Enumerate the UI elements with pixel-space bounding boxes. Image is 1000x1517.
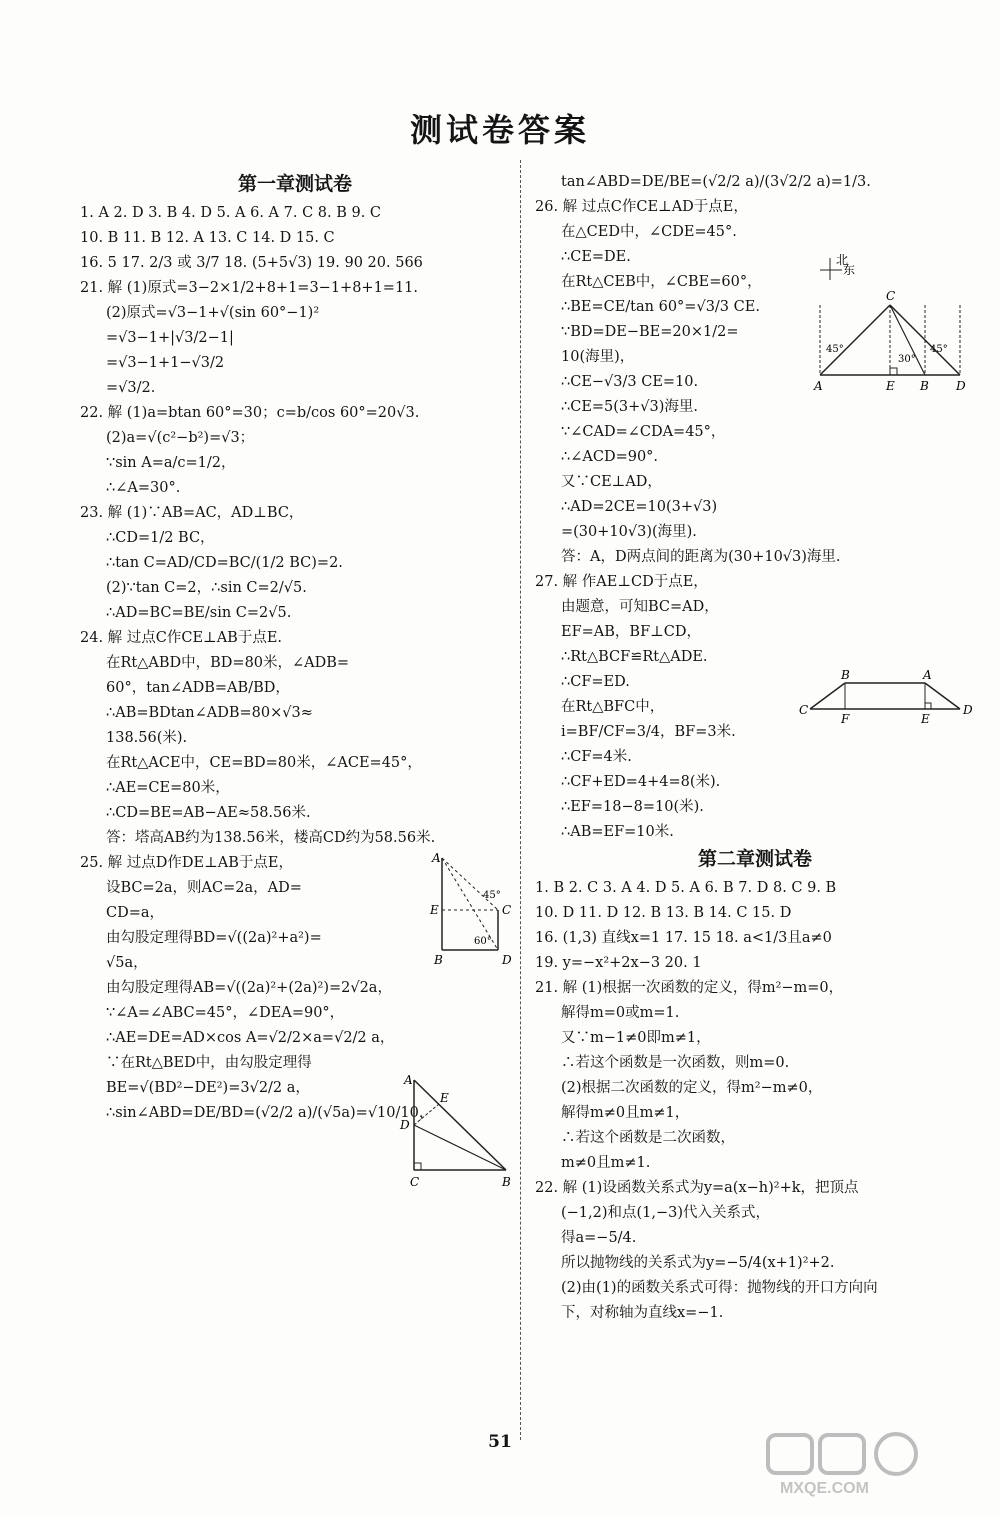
- column-divider: [520, 160, 521, 1440]
- answer-line: 10. D 11. D 12. B 13. B 14. C 15. D: [535, 905, 792, 921]
- answer-line: ∴AD=BC=BE/sin C=2√5.: [106, 605, 292, 621]
- answer-line: tan∠ABD=DE/BE=(√2/2 a)/(3√2/2 a)=1/3.: [561, 174, 871, 190]
- answer-line: EF=AB，BF⊥CD，: [561, 624, 701, 640]
- east-label: 东: [843, 263, 856, 277]
- answer-line: =√3/2.: [106, 380, 156, 396]
- answer-line: 解得m≠0且m≠1，: [561, 1105, 690, 1121]
- answer-line: 27. 解 作AE⊥CD于点E，: [535, 574, 708, 590]
- figure-26: [810, 250, 975, 395]
- label-C: C: [502, 903, 512, 917]
- answer-line: 22. 解 (1)设函数关系式为y=a(x−h)²+k，把顶点: [535, 1180, 859, 1196]
- answer-line: 得a=−5/4.: [561, 1230, 637, 1246]
- watermark-text: MXQE.COM: [780, 1480, 869, 1497]
- answer-line: 10. B 11. B 12. A 13. C 14. D 15. C: [80, 230, 335, 246]
- answer-line: ∴∠ACD=90°.: [561, 449, 659, 465]
- label-B: B: [434, 953, 443, 967]
- answer-line: ∴CF=ED.: [561, 674, 630, 690]
- label-A: A: [814, 379, 823, 393]
- label-E: E: [921, 712, 930, 725]
- answer-line: ∴CD=BE=AB−AE≈58.56米.: [106, 805, 311, 821]
- answer-line: ∴CF+ED=4+4=8(米).: [561, 774, 721, 790]
- label-D: D: [502, 953, 512, 967]
- answer-line: ∴∠A=30°.: [106, 480, 181, 496]
- answer-line: 23. 解 (1)∵AB=AC，AD⊥BC，: [80, 505, 304, 521]
- north-label: 北: [836, 253, 849, 267]
- label-D: D: [956, 379, 966, 393]
- answer-line: 在△CED中，∠CDE=45°.: [561, 224, 737, 240]
- angle-label: 45°: [930, 344, 948, 355]
- label-C: C: [886, 289, 896, 303]
- answer-line: ∵∠A=∠ABC=45°，∠DEA=90°，: [106, 1005, 345, 1021]
- answer-line: ∴AE=CE=80米，: [106, 780, 230, 796]
- page-number: 51: [488, 1432, 512, 1452]
- answer-line: 10(海里)，: [561, 349, 635, 365]
- answer-line: ∴AB=EF=10米.: [561, 824, 674, 840]
- answer-line: (2)a=√(c²−b²)=√3；: [106, 430, 255, 446]
- label-C: C: [799, 703, 809, 717]
- answer-line: 在Rt△ACE中，CE=BD=80米，∠ACE=45°，: [106, 755, 422, 771]
- answer-line: 由勾股定理得BD=√((2a)²+a²)=: [106, 930, 322, 946]
- answer-line: 由题意，可知BC=AD，: [561, 599, 719, 615]
- label-A: A: [432, 851, 441, 865]
- label-E: E: [430, 903, 439, 917]
- label-D: D: [400, 1118, 410, 1132]
- answer-line: 答：塔高AB约为138.56米，楼高CD约为58.56米.: [106, 830, 436, 846]
- label-A: A: [923, 668, 932, 682]
- label-B: B: [920, 379, 929, 393]
- answer-line: 答：A，D两点间的距离为(30+10√3)海里.: [561, 549, 841, 565]
- answer-line: ∴CD=1/2 BC，: [106, 530, 215, 546]
- answer-line: (2)∵tan C=2，∴sin C=2/√5.: [106, 580, 307, 596]
- label-E: E: [440, 1091, 449, 1105]
- answer-line: ∴若这个函数是一次函数，则m=0.: [561, 1055, 790, 1071]
- answer-line: ∴Rt△BCF≌Rt△ADE.: [561, 649, 708, 665]
- answer-line: (2)由(1)的函数关系式可得：抛物线的开口方向向: [561, 1280, 878, 1296]
- angle-label: 30°: [898, 354, 916, 365]
- answer-line: 1. B 2. C 3. A 4. D 5. A 6. B 7. D 8. C 9. B: [535, 880, 837, 896]
- figure-24: [428, 850, 523, 970]
- answer-line: ∵在Rt△BED中，由勾股定理得: [106, 1055, 312, 1071]
- answer-line: 16. (1,3) 直线x=1 17. 15 18. a<1/3且a≠0: [535, 930, 832, 946]
- answer-line: 解得m=0或m=1.: [561, 1005, 680, 1021]
- answer-line: 1. A 2. D 3. B 4. D 5. A 6. A 7. C 8. B 9. C: [80, 205, 382, 221]
- label-D: D: [963, 703, 973, 717]
- answer-line: 21. 解 (1)原式=3−2×1/2+8+1=3−1+8+1=11.: [80, 280, 419, 296]
- section-title: 第一章测试卷: [237, 173, 352, 195]
- figure-25: [396, 1072, 516, 1192]
- answer-line: 在Rt△ABD中，BD=80米，∠ADB=: [106, 655, 350, 671]
- answer-line: ∴AE=DE=AD×cos A=√2/2×a=√2/2 a，: [106, 1030, 395, 1046]
- answer-line: ∴AD=2CE=10(3+√3): [561, 499, 718, 515]
- answer-line: ∴tan C=AD/CD=BC/(1/2 BC)=2.: [106, 555, 343, 571]
- answer-line: 设BC=2a，则AC=2a，AD=: [106, 880, 302, 896]
- answer-line: (2)原式=√3−1+√(sin 60°−1)²: [106, 305, 320, 321]
- answer-line: ∵∠CAD=∠CDA=45°，: [561, 424, 726, 440]
- answer-line: 25. 解 过点D作DE⊥AB于点E，: [80, 855, 293, 871]
- answer-line: ∴若这个函数是二次函数，: [561, 1130, 735, 1146]
- label-B: B: [841, 668, 850, 682]
- answer-line: (2)根据二次函数的定义，得m²−m≠0，: [561, 1080, 823, 1096]
- answer-line: ∴EF=18−8=10(米).: [561, 799, 704, 815]
- answer-line: 24. 解 过点C作CE⊥AB于点E.: [80, 630, 283, 646]
- answer-line: =(30+10√3)(海里).: [561, 524, 697, 540]
- answer-line: m≠0且m≠1.: [561, 1155, 651, 1171]
- label-F: F: [841, 712, 850, 725]
- answer-line: 又∵m−1≠0即m≠1，: [561, 1030, 711, 1046]
- answer-line: ∴CE=5(3+√3)海里.: [561, 399, 699, 415]
- answer-line: 19. y=−x²+2x−3 20. 1: [535, 955, 702, 971]
- label-B: B: [502, 1175, 511, 1189]
- angle-label: 45°: [483, 890, 501, 901]
- answer-line: 16. 5 17. 2/3 或 3/7 18. (5+5√3) 19. 90 20. 566: [80, 255, 423, 271]
- answer-line: 21. 解 (1)根据一次函数的定义，得m²−m=0，: [535, 980, 844, 996]
- answer-line: (−1,2)和点(1,−3)代入关系式，: [561, 1205, 771, 1221]
- answer-line: 60°，tan∠ADB=AB/BD，: [106, 680, 290, 696]
- section-title: 第二章测试卷: [697, 848, 812, 870]
- answer-line: ∴sin∠ABD=DE/BD=(√2/2 a)/(√5a)=√10/10，: [106, 1105, 434, 1121]
- answer-line: ∴CF=4米.: [561, 749, 632, 765]
- left-column: [80, 170, 510, 1126]
- answer-line: 下，对称轴为直线x=−1.: [561, 1305, 724, 1321]
- answer-line: 在Rt△BFC中，: [561, 699, 665, 715]
- figure-27: [795, 665, 975, 725]
- label-E: E: [886, 379, 895, 393]
- answer-line: ∴AB=BDtan∠ADB=80×√3≈: [106, 705, 313, 721]
- angle-label: 45°: [826, 344, 844, 355]
- answer-line: 22. 解 (1)a=btan 60°=30；c=b/cos 60°=20√3.: [80, 405, 420, 421]
- answer-line: ∴CE−√3/3 CE=10.: [561, 374, 699, 390]
- page-title: 测试卷答案: [409, 111, 590, 149]
- answer-line: CD=a，: [106, 905, 165, 921]
- answer-line: ∴BE=CE/tan 60°=√3/3 CE.: [561, 299, 760, 315]
- answer-line: ∴CE=DE.: [561, 249, 631, 265]
- answer-line: 由勾股定理得AB=√((2a)²+(2a)²)=2√2a，: [106, 980, 392, 996]
- answer-line: ∵sin A=a/c=1/2，: [106, 455, 236, 471]
- answer-line: ∵BD=DE−BE=20×1/2=: [561, 324, 739, 340]
- answer-line: 138.56(米).: [106, 730, 188, 746]
- answer-line: =√3−1+1−√3/2: [106, 355, 225, 371]
- answer-line: 在Rt△CEB中，∠CBE=60°，: [561, 274, 762, 290]
- label-A: A: [404, 1073, 413, 1087]
- answer-line: i=BF/CF=3/4，BF=3米.: [561, 724, 736, 740]
- label-C: C: [410, 1175, 420, 1189]
- angle-label: 60°: [474, 936, 492, 947]
- answer-line: √5a，: [106, 955, 148, 971]
- answer-line: 26. 解 过点C作CE⊥AD于点E，: [535, 199, 748, 215]
- answer-line: BE=√(BD²−DE²)=3√2/2 a，: [106, 1080, 310, 1096]
- answer-line: 又∵CE⊥AD，: [561, 474, 662, 490]
- answer-line: =√3−1+|√3/2−1|: [106, 330, 234, 346]
- answer-line: 所以抛物线的关系式为y=−5/4(x+1)²+2.: [561, 1255, 835, 1271]
- watermark-logo: [760, 1429, 970, 1499]
